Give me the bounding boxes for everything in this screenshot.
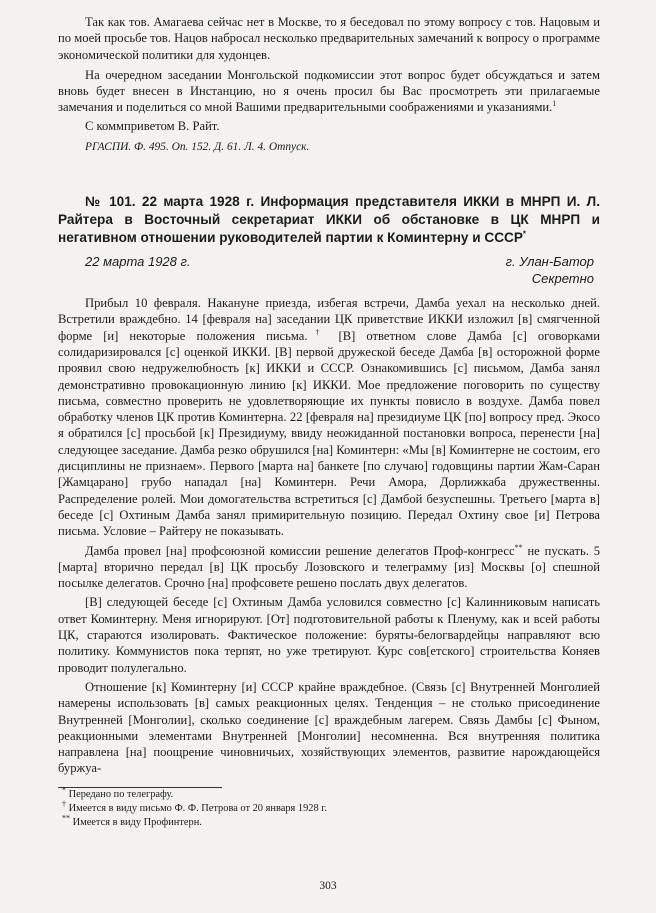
- footnote-2-text: Имеется в виду письмо Ф. Ф. Петрова от 20 января 1928 г.: [68, 802, 327, 814]
- document-date: 22 марта 1928 г.: [85, 254, 191, 270]
- footnote-ref-dagger[interactable]: †: [307, 327, 328, 337]
- document-page: [58, 14, 600, 830]
- body-paragraph-1-end: [В] ответном слове Дамба [с] оговорками солидаризировался [с] оценкой ИККИ. [В] первой дружеской беседе Дамба [в] осторожной форме проявил свою недружелюбность [к] ИККИ и СССР. Ознакомившись [с] письмом, Дамба занял демонстративно провокационную линию [к] ИККИ. Мое предложение поговорить по существу письма, совместно проверить не удовлетворяющие их пункты повисло в воздухе. Дамба повел обработку членов ЦК против Коминтерна. 22 [февраля на] президиуме ЦК [по] вопросу пред. Экосо я обратился [с] просьбой [к] Президиуму, ввиду неожиданной постановки вопроса, перенести [на] следующее заседание. Дамба резко обрушился [на] Коминтерн: «Мы [в] Коминтерне не состоим, его дисциплины не признаем». Первого [марта на] банкете [по случаю] годовщины партии Жам-Саран [Жамцарано] грубо нападал [на] Коминтерн. Речи Амора, Дорлижкаба дружественны. Распределение ролей. Мои домогательства встретиться [с] Дамбой безуспешны. Третьего [марта в] беседе [с] Охтиным Дамба занял примирительную позицию. Передал Охтину свое [и] Петрова письма. Условие – Райтеру не показывать.: [58, 328, 600, 539]
- document-meta: [58, 253, 600, 287]
- footnote-3-text: Имеется в виду Профинтерн.: [72, 816, 202, 828]
- document-place-block: [506, 253, 600, 287]
- document-title: [58, 193, 600, 247]
- intro-paragraph-2-text: На очередном заседании Монгольской подкомиссии этот вопрос будет обсуждаться и затем вновь будет внесен в Инстанцию, но я очень просил бы Вас просмотреть эти прилагаемые замечания и поделиться со мной Вашими предварительными соображениями и указаниями.: [58, 67, 600, 115]
- footnote-2: [58, 799, 600, 816]
- footnote-2-mark: †: [62, 799, 66, 809]
- body-paragraph-2-end: не пускать. 5 [марта] вторично передал [в] ЦК просьбу Лозовского и телеграмму [из] Москвы [о] спешной посылке делегатов. Срочно [на] профсовете решено послать двух делегатов.: [58, 543, 600, 591]
- document-title-text: № 101. 22 марта 1928 г. Информация представителя ИККИ в МНРП И. Л. Райтера в Восточный секретариат ИККИ об обстановке в ЦК МНРП и негативном отношении руководителей партии к Коминтерну и СССР: [58, 194, 600, 246]
- body-paragraph-1-start: Прибыл 10 февраля. Накануне приезда, избегая встречи, Дамба уехал на несколько дней. Встретили враждебно. 14 [февраля на] заседании ЦК приветствие ИККИ изложил [в] смягченной форме [и] некоторые положения письма.: [58, 296, 600, 343]
- footnote-1: [58, 785, 600, 802]
- footnote-ref-1[interactable]: 1: [552, 99, 557, 109]
- document-body: [58, 295, 600, 777]
- footnote-3: [58, 813, 600, 830]
- body-paragraph-3: [В] следующей беседе [с] Охтиным Дамба условился совместно [с] Калинниковым написать ответ Коминтерну. Меня игнорируют. [От] подготовительной работы к Пленуму, как и всей работы ЦК, стараются изолировать. Фактическое положение: буряты-белогвардейцы направляют всю политику. Коммунистов пока терпят, но уже третируют. Курс сов[етского] строительства Коняев проводит полулегально.: [58, 595, 600, 675]
- footnote-ref-star[interactable]: *: [522, 229, 527, 239]
- body-paragraph-2: [58, 543, 600, 592]
- footnote-1-mark: *: [62, 785, 66, 795]
- footnote-ref-double-star[interactable]: **: [514, 542, 523, 552]
- body-paragraph-4: Отношение [к] Коминтерну [и] СССР крайне враждебное. (Связь [с] Внутренней Монголией намерены использовать [в] самых реакционных целях. Тенденция – не столько присоединение Внутренней [Монголии], сколько соединение [с] враждебным лагерем. Связь Дамбы [с] Фыном, реакционными элементами Внутренней [Монголии] несомненна. Вся внутренняя политика направлена [на] поощрение чиновничьих, хозяйствующих элементов, развитие нарождающейся буржуа-: [58, 679, 600, 776]
- document-place: г. Улан-Батор: [505, 254, 594, 270]
- page-number: 303: [319, 880, 337, 892]
- intro-paragraph-2: [58, 67, 600, 116]
- body-paragraph-2-start: Дамба провел [на] профсоюзной комиссии решение делегатов Проф-конгресс: [85, 543, 515, 558]
- intro-paragraph-1: Так как тов. Амагаева сейчас нет в Москве, то я беседовал по этому вопросу с тов. Нацовым и по моей просьбе тов. Нацов набросал несколько предварительных замечаний к вопросу о программе экономической политики для худонцев.: [58, 15, 600, 62]
- body-paragraph-1: [58, 295, 600, 539]
- archive-reference: РГАСПИ. Ф. 495. Оп. 152. Д. 61. Л. 4. Отпуск.: [85, 141, 310, 154]
- signature: С коммприветом В. Райт.: [85, 118, 220, 133]
- footnote-1-text: Передано по телеграфу.: [68, 788, 174, 800]
- document-classification: Секретно: [531, 271, 594, 287]
- footnote-3-mark: **: [62, 813, 70, 823]
